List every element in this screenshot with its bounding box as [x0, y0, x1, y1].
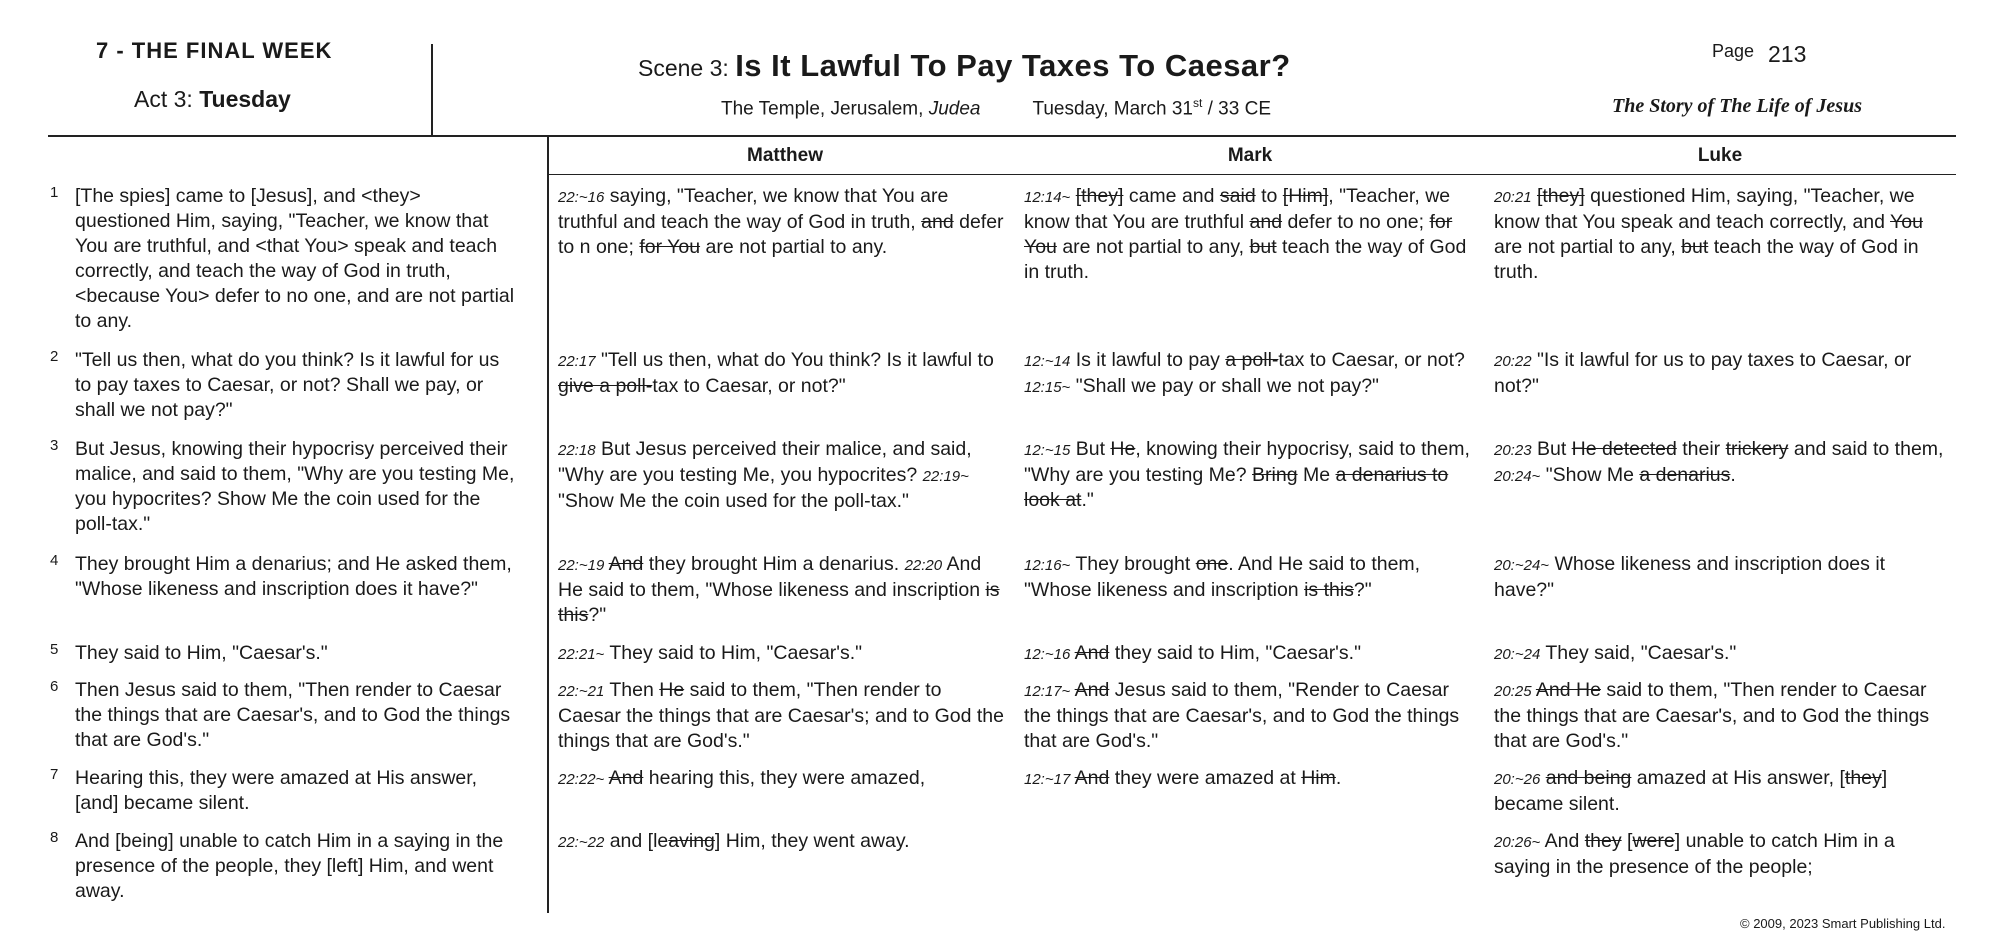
text-segment: ] unable to catch Him in a saying in the presence of the people; [1494, 830, 1895, 878]
verse-reference: 20:~26 [1494, 771, 1541, 788]
text-segment: they said to Him, "Caesar's." [1109, 642, 1361, 664]
text-segment: defer to no one; [1282, 211, 1430, 233]
struck-text: And [1074, 642, 1110, 664]
struck-text: And [1074, 767, 1110, 789]
text-segment: are not partial to any, [1056, 236, 1250, 258]
matthew-cell [558, 348, 1008, 399]
verse-reference: 12:~15 [1024, 442, 1071, 459]
text-segment: ?" [1353, 579, 1372, 601]
struck-text: but [1249, 236, 1277, 258]
mark-cell [1024, 678, 1474, 754]
act-prefix: Act 3: [134, 86, 193, 112]
matthew-cell [558, 678, 1008, 754]
struck-text: and [1249, 211, 1283, 233]
struck-text: And [1074, 679, 1110, 701]
region: Judea [928, 98, 981, 120]
luke-cell [1494, 678, 1944, 754]
struck-text: they [1584, 830, 1622, 852]
scene-prefix: Scene 3: [638, 55, 729, 81]
text-segment: And [1540, 830, 1585, 852]
struck-text: He [659, 679, 685, 701]
verse-number: 3 [50, 437, 59, 454]
text-segment: And He said to them, "Whose likeness and inscription [558, 553, 986, 601]
text-segment: ] Him, they went away. [714, 830, 910, 852]
act-line [134, 86, 291, 113]
struck-text: You [1890, 211, 1923, 233]
date-suffix: / 33 CE [1202, 98, 1271, 120]
struck-text: a denarius to look at [1024, 464, 1449, 511]
verse-reference: 20:~24 [1494, 646, 1541, 663]
text-segment: said to them, "Then render to Caesar the things that are Caesar's, and to God the things that are God's." [1494, 679, 1930, 752]
page-number: 213 [1768, 41, 1807, 67]
text-segment: tax to Caesar, or not? [1278, 349, 1465, 371]
copyright-notice: © 2009, 2023 Smart Publishing Ltd. [1740, 916, 1946, 931]
text-segment: [ [1621, 830, 1633, 852]
verse-reference: 22:~16 [558, 189, 605, 206]
verse-reference: 12:14~ [1024, 189, 1071, 206]
struck-text: were [1632, 830, 1675, 852]
text-segment: Jesus said to them, "Render to Caesar the things that are Caesar's, and to God the things that are God's." [1024, 679, 1460, 752]
text-segment: ." [1081, 489, 1094, 511]
text-segment: teach the way of God in truth. [1024, 236, 1467, 283]
struck-text: for You [1024, 211, 1453, 258]
text-segment: defer to n one; [558, 211, 1004, 258]
verse-reference: 12:~16 [1024, 646, 1071, 663]
text-segment: Whose likeness and inscription does it have?" [1494, 553, 1886, 601]
text-segment: teach the way of God in truth. [1494, 236, 1919, 283]
struck-text: and [921, 211, 954, 233]
harmony-cell: And [being] unable to catch Him in a saying in the presence of the people, they [left] Him, and went away. [75, 830, 504, 902]
verse-reference: 20:23 [1494, 442, 1532, 459]
text-segment: and said to them, [1788, 438, 1944, 460]
verse-number: 1 [50, 184, 59, 201]
verse-reference: 22:19~ [922, 468, 969, 485]
verse-reference: 20:26~ [1494, 834, 1541, 851]
harmony-cell: "Tell us then, what do you think? Is it lawful for us to pay taxes to Caesar, or not? Shall we pay, or shall we not pay?" [75, 349, 500, 421]
text-segment: they brought Him a denarius. [643, 553, 905, 575]
struck-text: He [1110, 438, 1136, 460]
verse-reference: 20:25 [1494, 683, 1532, 700]
text-segment: came and [1123, 185, 1220, 207]
story-title: The Story of The Life of Jesus [1612, 95, 1862, 117]
harmony-divider [547, 137, 549, 913]
header-divider [431, 44, 433, 136]
verse-reference: 20:22 [1494, 353, 1532, 370]
page-number-block [1712, 41, 1807, 67]
text-segment: "Show Me [1540, 464, 1640, 486]
text-segment: , "Teacher, we know that You are truthful [1024, 185, 1451, 233]
struck-text: for You [639, 236, 701, 258]
verse-reference: 22:18 [558, 442, 596, 459]
text-segment: "Is it lawful for us to pay taxes to Caesar, or not?" [1494, 349, 1912, 397]
harmony-cell: They brought Him a denarius; and He asked them, "Whose likeness and inscription does it have?" [75, 553, 512, 600]
matthew-cell [558, 437, 1008, 514]
text-segment: . [1730, 464, 1736, 486]
location: The Temple, Jerusalem, [721, 98, 924, 120]
struck-text: they [1844, 767, 1882, 789]
verse-number: 4 [50, 552, 59, 569]
verse-number: 8 [50, 829, 59, 846]
text-segment: to [1255, 185, 1283, 207]
date-sup: st [1193, 96, 1203, 110]
text-segment: They said, "Caesar's." [1540, 642, 1737, 664]
text-segment: They said to Him, "Caesar's." [604, 642, 863, 664]
text-segment: . [1335, 767, 1342, 789]
column-header-mark: Mark [1227, 145, 1273, 166]
struck-text: is this [1304, 579, 1354, 601]
struck-text: trickery [1725, 438, 1789, 460]
struck-text: And [608, 553, 644, 575]
matthew-cell [558, 829, 1008, 855]
luke-cell [1494, 641, 1944, 667]
verse-reference: 22:20 [904, 557, 943, 574]
matthew-cell [558, 641, 1008, 667]
text-segment: tax to Caesar, or not?" [652, 375, 846, 397]
verse-reference: 12:~17 [1024, 771, 1071, 788]
matthew-cell [558, 766, 1008, 792]
struck-text: a denarius [1639, 464, 1731, 486]
text-segment: they were amazed at [1109, 767, 1302, 789]
mark-cell [1024, 348, 1474, 400]
struck-text: Bring [1252, 464, 1298, 486]
struck-text: is this [558, 579, 1000, 626]
column-header-matthew: Matthew [747, 145, 823, 166]
struck-text: He detected [1571, 438, 1677, 460]
text-segment: . And He said to them, "Whose likeness and inscription [1024, 553, 1421, 601]
luke-cell [1494, 829, 1944, 880]
text-segment: ?" [588, 604, 607, 626]
column-header-luke: Luke [1697, 145, 1743, 166]
struck-text: Him [1301, 767, 1336, 789]
mark-cell [1024, 766, 1474, 792]
verse-reference: 22:22~ [558, 771, 605, 788]
section-title: 7 - THE FINAL WEEK [96, 38, 333, 63]
location-line [721, 96, 1271, 120]
verse-reference: 12:16~ [1024, 557, 1071, 574]
luke-cell [1494, 766, 1944, 817]
verse-reference: 12:15~ [1024, 379, 1071, 396]
text-segment: ] became silent. [1494, 767, 1888, 815]
luke-cell [1494, 552, 1944, 603]
text-segment: But Jesus perceived their malice, and said, "Why are you testing Me, you hypocrites? [558, 438, 972, 486]
harmony-cell: They said to Him, "Caesar's." [75, 642, 328, 664]
struck-text: And He [1535, 679, 1601, 701]
scene-title: Is It Lawful To Pay Taxes To Caesar? [735, 48, 1291, 83]
act-name: Tuesday [199, 86, 291, 112]
struck-text: And [608, 767, 644, 789]
text-segment: said to them, "Then render to Caesar the things that are Caesar's; and to God the things that are God's." [558, 679, 1004, 752]
text-segment: , knowing their hypocrisy, said to them, "Why are you testing Me? [1024, 438, 1470, 486]
harmony-cell: But Jesus, knowing their hypocrisy perceived their malice, and said to them, "Why are you testing Me, you hypocrites? Show Me the coin used for the poll-tax." [75, 438, 515, 535]
text-segment: amazed at His answer, [ [1631, 767, 1845, 789]
text-segment: questioned Him, saying, "Teacher, we know that You speak and teach correctly, and [1494, 185, 1915, 233]
struck-text: a poll- [1225, 349, 1279, 371]
harmony-cell: Then Jesus said to them, "Then render to Caesar the things that are Caesar's, and to God the things that are God's." [75, 679, 511, 751]
struck-text: one [1195, 553, 1229, 575]
struck-text: [they] [1075, 185, 1124, 207]
mark-cell [1024, 437, 1474, 513]
verse-number: 7 [50, 766, 59, 783]
verse-reference: 22:~21 [558, 683, 605, 700]
text-segment: and [le [604, 830, 669, 852]
text-segment: hearing this, they were amazed, [643, 767, 926, 789]
text-segment: "Tell us then, what do You think? Is it lawful to [595, 349, 994, 371]
column-header-rule [549, 174, 1956, 175]
struck-text: [Him] [1282, 185, 1329, 207]
mark-cell [1024, 641, 1474, 667]
scene-heading [638, 48, 1291, 84]
text-segment: "Show Me the coin used for the poll-tax." [558, 490, 909, 512]
struck-text: and being [1545, 767, 1632, 789]
matthew-cell [558, 552, 1008, 628]
harmony-cell: Hearing this, they were amazed at His answer, [and] became silent. [75, 767, 478, 814]
luke-cell [1494, 437, 1944, 489]
text-segment: saying, "Teacher, we know that You are truthful and teach the way of God in truth, [558, 185, 949, 233]
text-segment: They brought [1070, 553, 1196, 575]
verse-reference: 22:17 [558, 353, 596, 370]
harmony-cell: [The spies] came to [Jesus], and <they> questioned Him, saying, "Teacher, we know that You are truthful, and <that You> speak and teach correctly, and teach the way of God in truth, <because You> defer to no one, and are not partial to any. [75, 185, 515, 332]
luke-cell [1494, 184, 1944, 285]
verse-number: 2 [50, 348, 59, 365]
struck-text: but [1681, 236, 1709, 258]
verse-reference: 12:17~ [1024, 683, 1071, 700]
header-rule [48, 135, 1956, 137]
verse-reference: 20:24~ [1494, 468, 1541, 485]
text-segment: Then [604, 679, 660, 701]
luke-cell [1494, 348, 1944, 399]
struck-text: give a poll- [558, 375, 653, 397]
struck-text: aving [668, 830, 715, 852]
verse-reference: 22:~19 [558, 557, 605, 574]
verse-number: 5 [50, 641, 59, 658]
struck-text: said [1219, 185, 1256, 207]
verse-reference: 22:21~ [558, 646, 605, 663]
matthew-cell [558, 184, 1008, 260]
text-segment: Me [1297, 464, 1336, 486]
mark-cell [1024, 552, 1474, 603]
verse-number: 6 [50, 678, 59, 695]
text-segment: are not partial to any, [1494, 236, 1682, 258]
text-segment: are not partial to any. [700, 236, 888, 258]
page-label: Page [1712, 41, 1755, 61]
text-segment: their [1676, 438, 1726, 460]
struck-text: [they] [1536, 185, 1585, 207]
verse-reference: 20:21 [1494, 189, 1532, 206]
text-segment: "Shall we pay or shall we not pay?" [1070, 375, 1379, 397]
text-segment: But [1070, 438, 1111, 460]
mark-cell [1024, 184, 1474, 285]
text-segment: Is it lawful to pay [1070, 349, 1226, 371]
date-prefix: Tuesday, March 31 [1032, 98, 1193, 120]
verse-reference: 22:~22 [558, 834, 605, 851]
text-segment: But [1531, 438, 1572, 460]
verse-reference: 20:~24~ [1494, 557, 1550, 574]
verse-reference: 12:~14 [1024, 353, 1071, 370]
